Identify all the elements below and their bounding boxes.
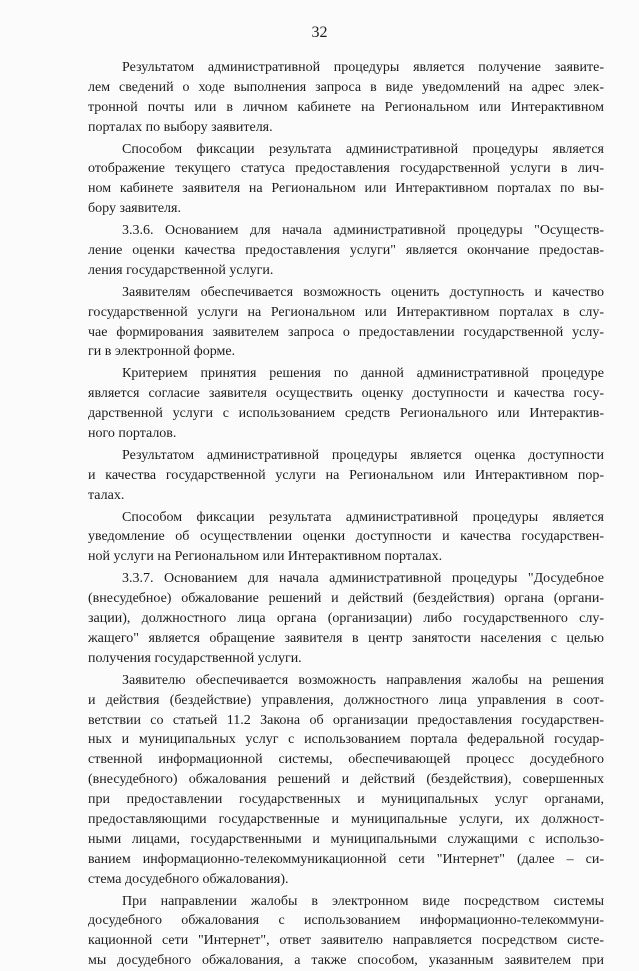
text-line: является согласие заявителя осуществить оценку доступности и качества госу- bbox=[88, 386, 604, 402]
text-line: лем сведений о ходе выполнения запроса в виде уведомлений на адрес элек- bbox=[88, 79, 604, 95]
text-line: мы досудебного обжалования, а также способом, указанным заявителем при bbox=[88, 953, 604, 969]
text-line: ными лицами, государственными и муниципальными служащими с использо- bbox=[88, 831, 604, 847]
text-line: Критерием принятия решения по данной административной процедуре bbox=[122, 366, 604, 382]
paragraph bbox=[88, 364, 604, 444]
text-line: ной услуги на Региональном или Интерактивном порталах. bbox=[88, 549, 443, 565]
text-line: (внесудебное) обжалование решений и действий (бездействия) органа (органи- bbox=[88, 591, 604, 607]
text-line: Заявителям обеспечивается возможность оценить доступность и качество bbox=[122, 284, 604, 300]
text-line: 3.3.7. Основанием для начала административной процедуры "Досудебное bbox=[122, 571, 604, 587]
text-line: кационной сети "Интернет", ответ заявителю направляется посредством систе- bbox=[88, 933, 604, 949]
text-line: и действия (бездействие) управления, должностного лица управления в соот- bbox=[88, 692, 604, 708]
text-line: ления государственной услуги. bbox=[88, 262, 274, 278]
text-line: ги в электронной форме. bbox=[88, 344, 236, 360]
paragraph bbox=[88, 508, 604, 568]
text-line: Способом фиксации результата административной процедуры является bbox=[122, 141, 604, 157]
paragraph bbox=[88, 569, 604, 668]
document-body bbox=[88, 58, 604, 971]
text-line: При направлении жалобы в электронном виде посредством системы bbox=[122, 893, 604, 909]
text-line: ных и муниципальных услуг с использованием портала федеральной государ- bbox=[88, 732, 604, 748]
paragraph bbox=[88, 892, 604, 971]
paragraph bbox=[88, 446, 604, 506]
text-line: стема досудебного обжалования). bbox=[88, 871, 289, 887]
text-line: жащего" является обращение заявителя в центр занятости населения с целью bbox=[88, 630, 604, 646]
text-line: чае формирования заявителем запроса о предоставлении государственной услу- bbox=[88, 324, 604, 340]
text-line: Заявителю обеспечивается возможность направления жалобы на решения bbox=[122, 672, 604, 688]
text-line: ванием информационно-телекоммуникационной сети "Интернет" (далее – си- bbox=[88, 851, 604, 867]
paragraph bbox=[88, 283, 604, 363]
text-line: тронной почты или в личном кабинете на Региональном или Интерактивном bbox=[88, 99, 604, 115]
text-line: Результатом административной процедуры является оценка доступности bbox=[122, 447, 604, 463]
paragraph bbox=[88, 221, 604, 281]
text-line: получения государственной услуги. bbox=[88, 650, 302, 666]
text-line: порталах по выбору заявителя. bbox=[88, 119, 273, 135]
text-line: ном кабинете заявителя на Региональном или Интерактивном порталах по вы- bbox=[88, 181, 604, 197]
text-line: досудебного обжалования с использованием информационно-телекоммуни- bbox=[88, 913, 604, 929]
paragraph bbox=[88, 671, 604, 890]
text-line: ветствии со статьей 11.2 Закона об организации предоставления государствен- bbox=[88, 712, 604, 728]
text-line: (внесудебного) обжалования решений и действий (бездействия), совершенных bbox=[88, 772, 604, 788]
text-line: государственной услуги на Региональном или Интерактивном порталах в слу- bbox=[88, 304, 604, 320]
text-line: ление оценки качества предоставления услуги" является окончание предостав- bbox=[88, 243, 604, 259]
text-line: отображение текущего статуса предоставления государственной услуги в лич- bbox=[88, 161, 604, 177]
text-line: дарственной услуги с использованием средств Регионального или Интерактив- bbox=[88, 406, 604, 422]
text-line: Результатом административной процедуры является получение заявите- bbox=[122, 60, 604, 75]
text-line: и качества государственной услуги на Региональном или Интерактивном пор- bbox=[88, 467, 604, 483]
text-line: 3.3.6. Основанием для начала административной процедуры "Осуществ- bbox=[122, 223, 604, 239]
text-line: предоставляющими государственные и муниципальные услуги, их должност- bbox=[88, 811, 604, 827]
text-line: бору заявителя. bbox=[88, 201, 181, 217]
text-line: талах. bbox=[88, 487, 125, 503]
text-line: Способом фиксации результата административной процедуры является bbox=[122, 509, 604, 525]
text-line: ного порталов. bbox=[88, 426, 177, 442]
text-line: ственной информационной системы, обеспечивающей процесс досудебного bbox=[88, 752, 604, 768]
text-line: уведомление об осуществлении оценки доступности и качества государствен- bbox=[88, 529, 604, 545]
text-line: зации), должностного лица органа (организации) либо государственного слу- bbox=[88, 611, 604, 627]
paragraph bbox=[88, 58, 604, 138]
paragraph bbox=[88, 140, 604, 220]
text-line: при предоставлении государственных и муниципальных услуг органами, bbox=[88, 792, 604, 808]
page-number: 32 bbox=[311, 24, 328, 41]
